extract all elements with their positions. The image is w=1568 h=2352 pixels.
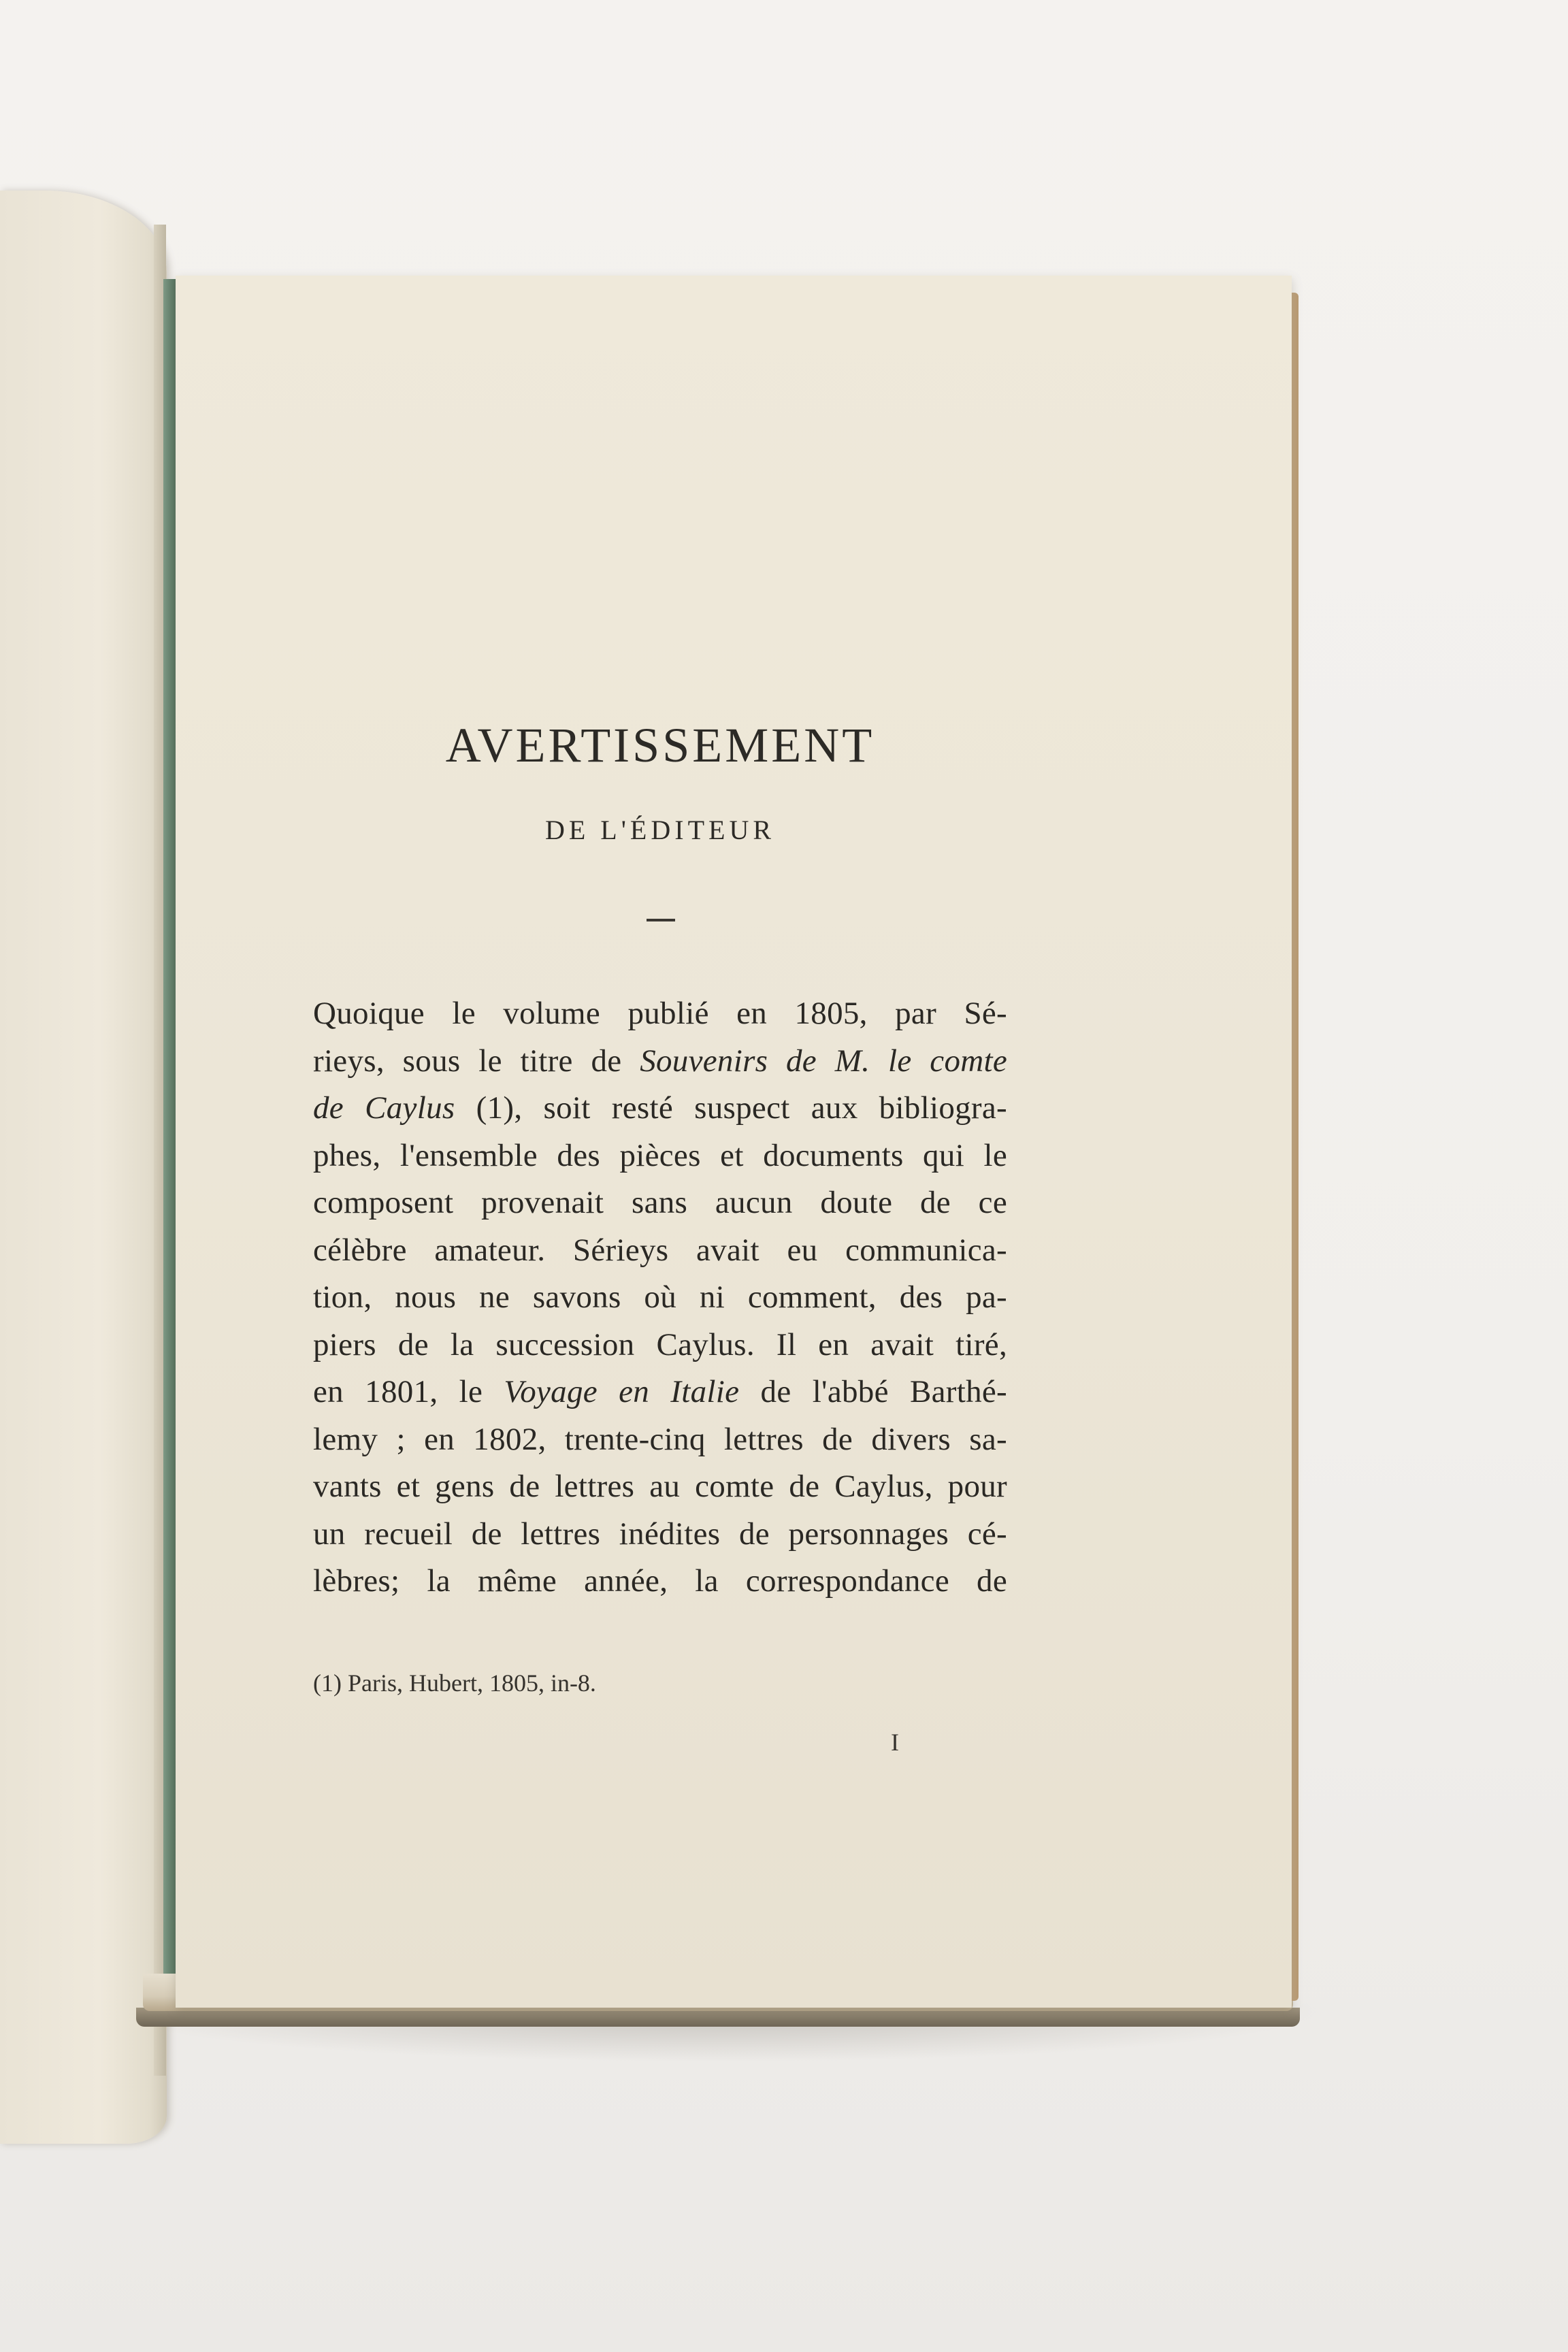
- footnote: (1) Paris, Hubert, 1805, in-8.: [313, 1669, 596, 1697]
- line-text: vants et gens de lettres au comte de Caylus, pour: [313, 1469, 1007, 1504]
- separator-dash: [647, 919, 675, 921]
- body-line: [313, 1416, 1007, 1464]
- page-title: AVERTISSEMENT: [445, 718, 875, 772]
- line-italic-text: de Caylus: [313, 1090, 455, 1126]
- line-text: rieys, sous le titre de: [313, 1043, 640, 1079]
- line-text: composent provenait sans aucun doute de ce: [313, 1185, 1007, 1220]
- line-text: piers de la succession Caylus. Il en avait tiré,: [313, 1326, 1007, 1362]
- line-text: phes, l'ensemble des pièces et documents qui le: [313, 1137, 1007, 1173]
- line-italic-text: Voyage en Italie: [504, 1374, 740, 1409]
- line-text: un recueil de lettres inédites de personnages cé-: [313, 1516, 1007, 1552]
- body-line: [313, 1274, 1007, 1322]
- body-line: [313, 1463, 1007, 1511]
- line-text: en 1801, le: [313, 1374, 504, 1409]
- line-text: célèbre amateur. Sérieys avait eu communica-: [313, 1232, 1007, 1268]
- body-line: [313, 1558, 1007, 1605]
- body-paragraph: [313, 990, 1007, 1605]
- body-line: [313, 1038, 1007, 1085]
- body-line: [313, 1132, 1007, 1180]
- line-italic-text: Souvenirs de M. le comte: [640, 1043, 1008, 1079]
- line-text: (1), soit resté suspect aux bibliogra-: [455, 1090, 1007, 1126]
- line-text: lemy ; en 1802, trente-cinq lettres de divers sa-: [313, 1421, 1007, 1457]
- body-line: [313, 990, 1007, 1038]
- body-line: [313, 1511, 1007, 1558]
- body-line: [313, 1369, 1007, 1416]
- body-line: [313, 1227, 1007, 1275]
- left-page: [0, 191, 167, 2144]
- body-line: [313, 1179, 1007, 1227]
- page-number: I: [891, 1729, 899, 1756]
- line-text: tion, nous ne savons où ni comment, des pa-: [313, 1279, 1007, 1315]
- body-line: [313, 1322, 1007, 1369]
- line-text: lèbres; la même année, la correspondance de: [313, 1563, 1007, 1599]
- body-line: [313, 1085, 1007, 1132]
- page-subtitle: DE L'ÉDITEUR: [544, 815, 776, 845]
- line-text: de l'abbé Barthé-: [739, 1374, 1007, 1409]
- line-text: Quoique le volume publié en 1805, par Sé-: [313, 996, 1007, 1031]
